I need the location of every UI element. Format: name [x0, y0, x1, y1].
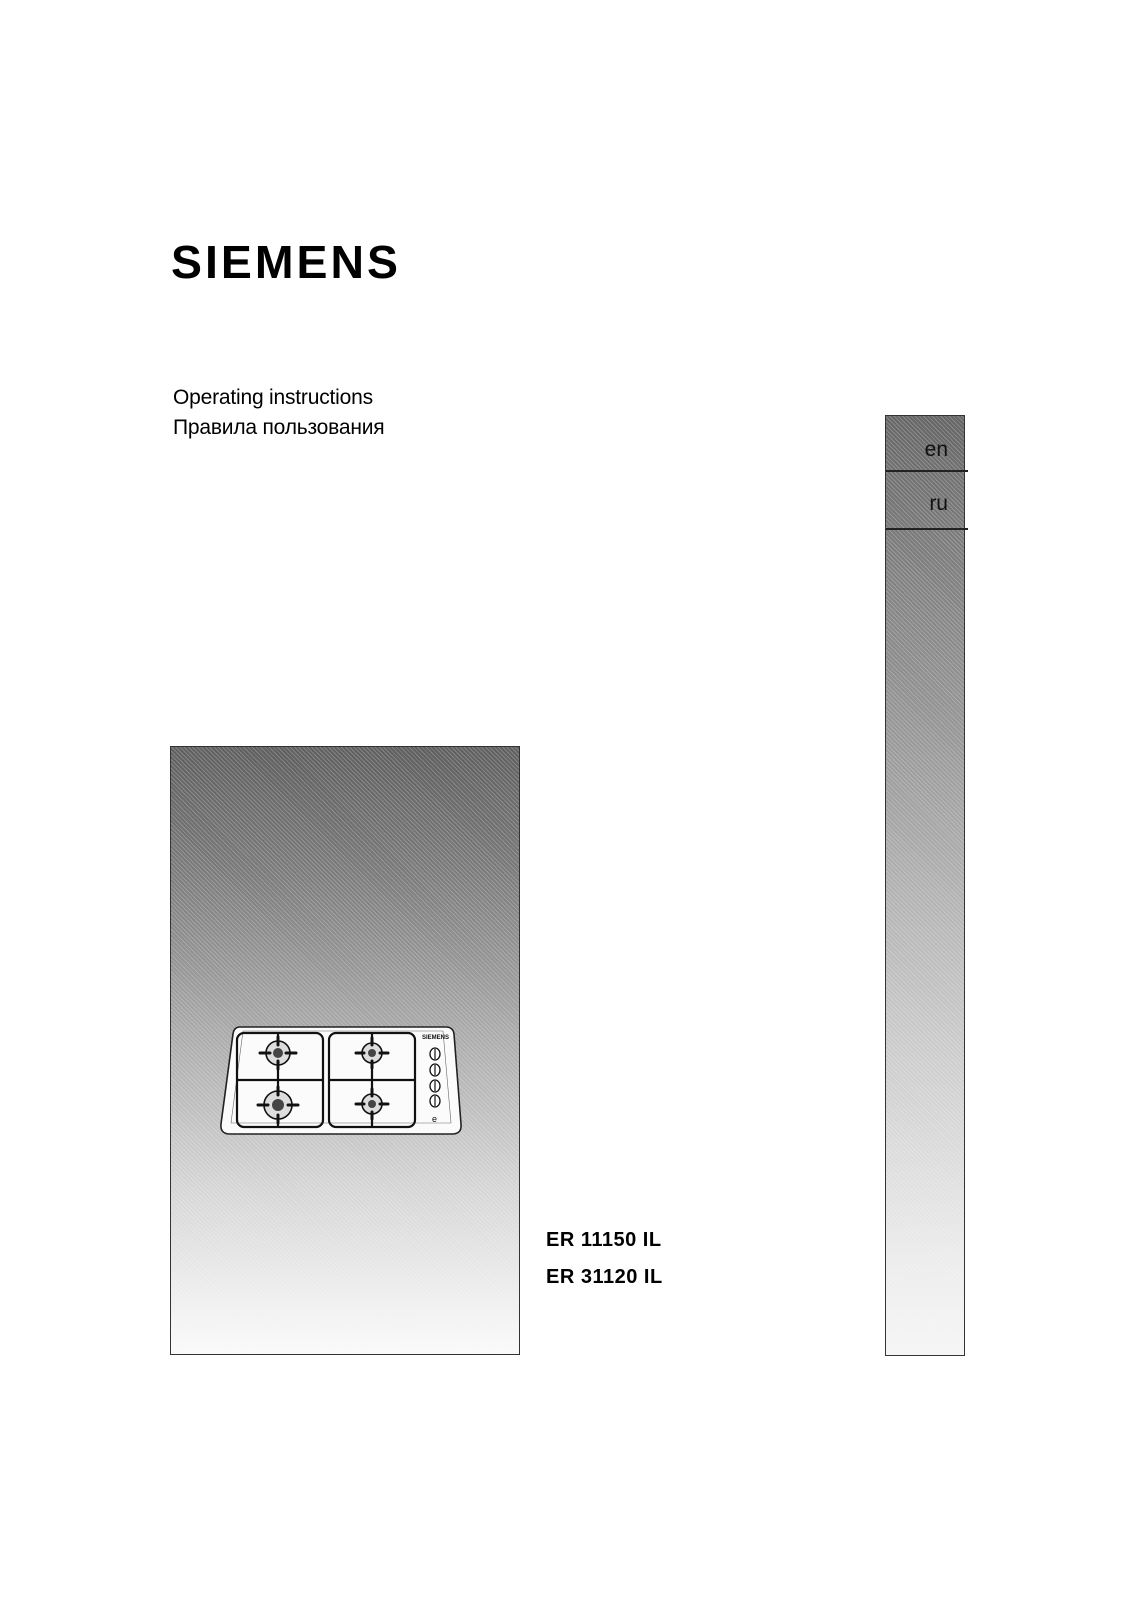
language-tab-en-label: en — [924, 438, 948, 461]
hob-e-mark: e — [432, 1114, 438, 1124]
language-tab-ru[interactable] — [886, 492, 968, 530]
gas-hob-illustration — [220, 1024, 462, 1136]
product-panel — [170, 746, 520, 1355]
model-number: ER 11150 IL — [546, 1229, 662, 1251]
brand-name: SIEMENS — [171, 240, 401, 284]
model-number: ER 31120 IL — [546, 1266, 663, 1288]
language-tab-ru-label: ru — [929, 492, 948, 515]
model-list — [546, 1222, 663, 1296]
title-block — [173, 383, 384, 443]
language-strip — [885, 415, 965, 1356]
title-russian: Правила пользования — [173, 416, 385, 439]
siemens-logo — [171, 240, 403, 284]
hob-brand-mark: SIEMENS — [422, 1035, 450, 1041]
title-english: Operating instructions — [173, 386, 373, 409]
language-tab-en[interactable] — [886, 438, 968, 472]
